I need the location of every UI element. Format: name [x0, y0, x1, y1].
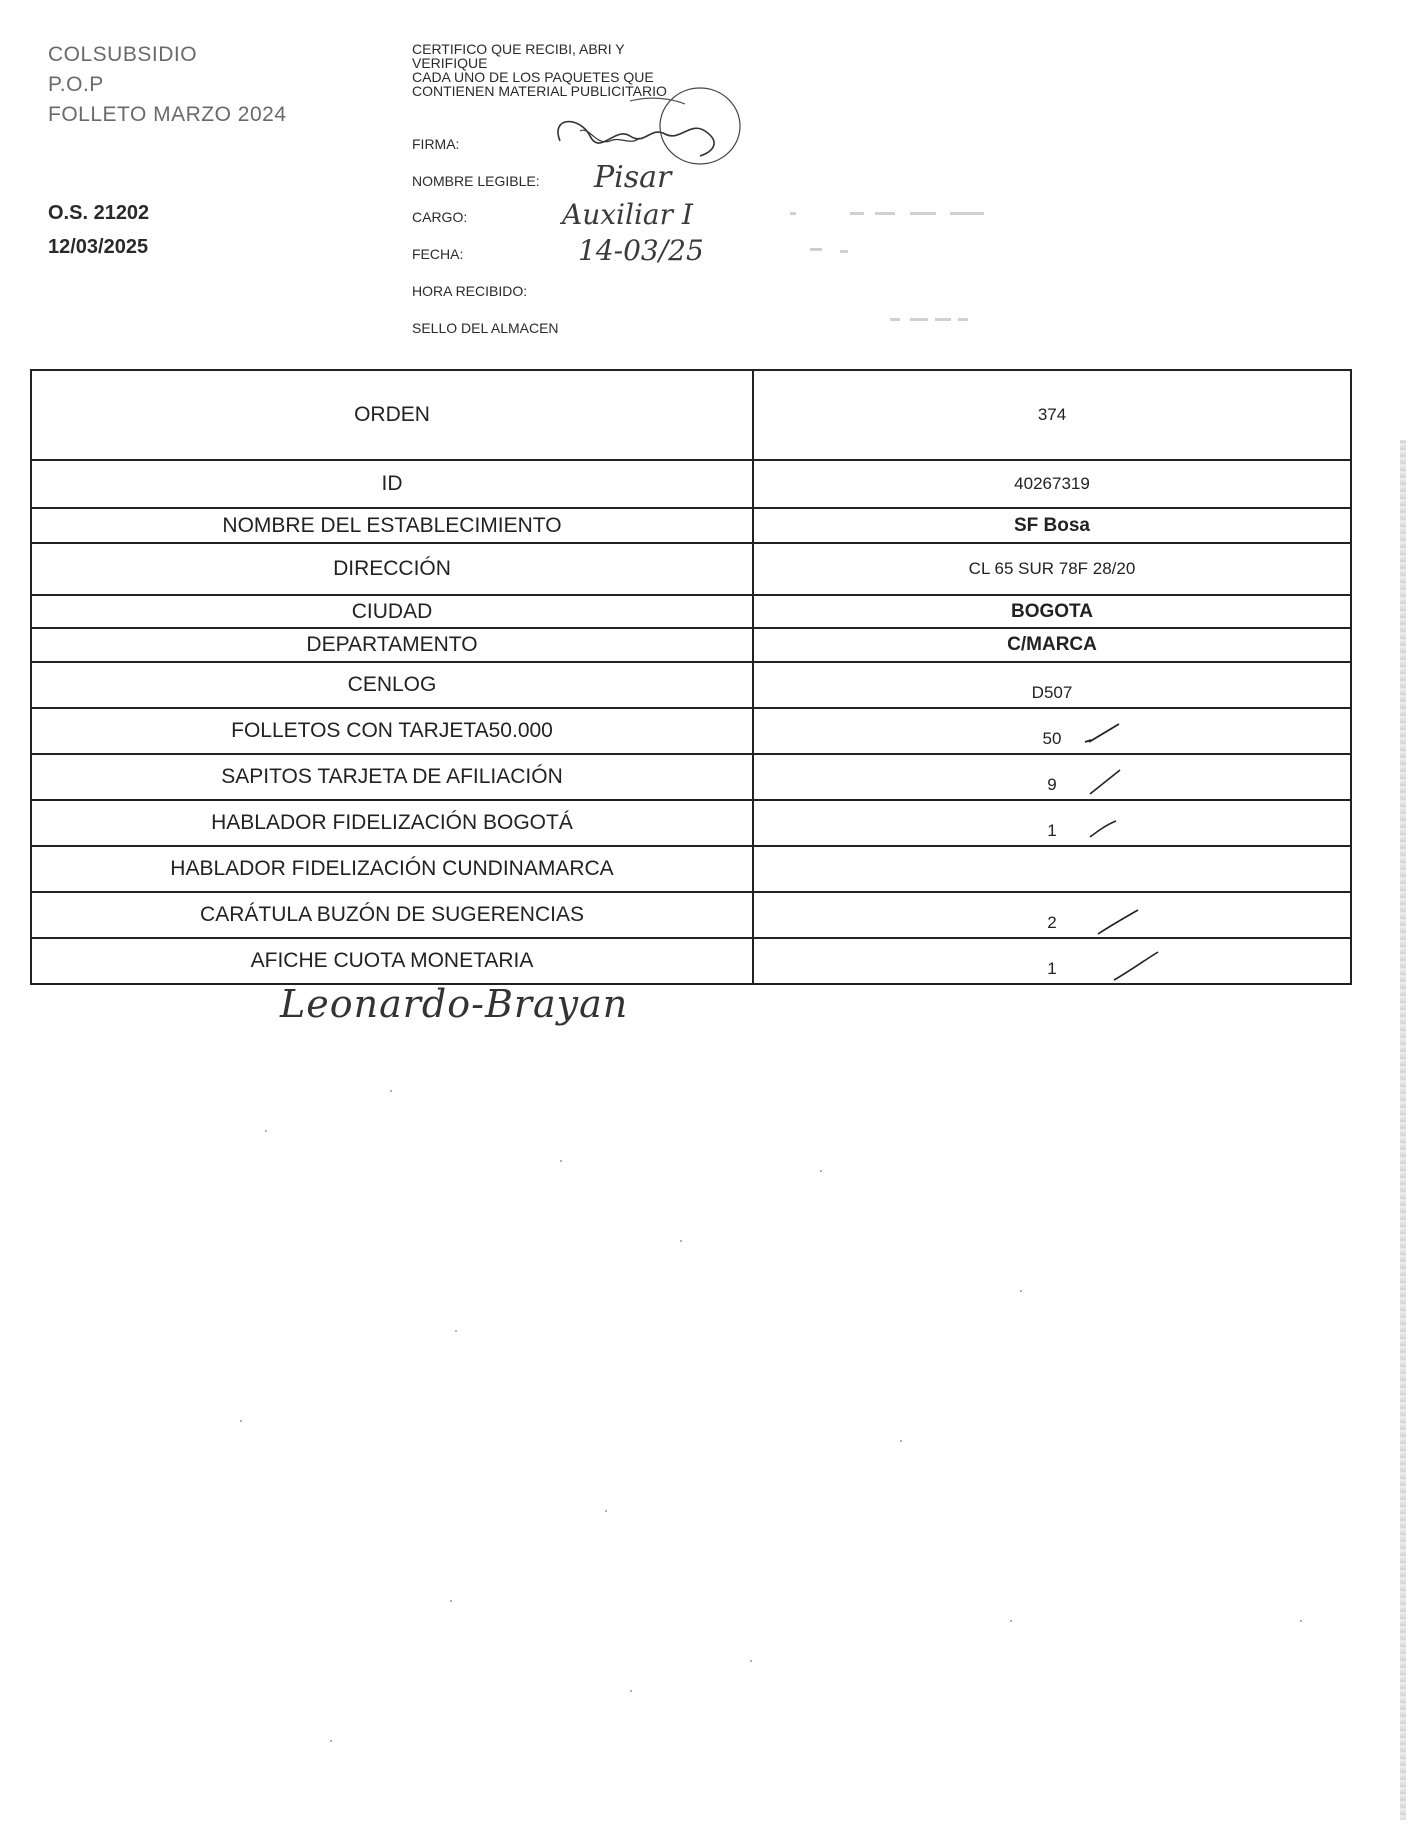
row-label: CIUDAD — [32, 596, 754, 627]
scan-speckle — [1300, 1620, 1302, 1622]
table-row — [30, 893, 1352, 939]
table-row — [30, 544, 1352, 596]
row-label: ORDEN — [32, 371, 754, 459]
fecha-label: FECHA: — [412, 246, 464, 262]
row-label: FOLLETOS CON TARJETA50.000 — [32, 709, 754, 753]
nombre-legible-label: NOMBRE LEGIBLE: — [412, 173, 540, 189]
row-label: CENLOG — [32, 663, 754, 707]
firma-label: FIRMA: — [412, 136, 460, 152]
row-label: DEPARTAMENTO — [32, 629, 754, 661]
table-row — [30, 461, 1352, 509]
check-mark-icon — [1086, 815, 1126, 839]
company-name: COLSUBSIDIO — [48, 43, 198, 66]
cargo-label: CARGO: — [412, 209, 468, 225]
check-mark-icon — [1086, 768, 1126, 796]
row-value — [754, 847, 1350, 891]
scan-speckle — [820, 1170, 822, 1172]
cert-line-2: VERIFIQUE — [412, 55, 488, 71]
hora-recibido-label: HORA RECIBIDO: — [412, 283, 528, 299]
row-label: HABLADOR FIDELIZACIÓN BOGOTÁ — [32, 801, 754, 845]
row-label: AFICHE CUOTA MONETARIA — [32, 939, 754, 983]
row-value: 2 — [1047, 913, 1057, 932]
scan-speckle — [265, 1130, 267, 1132]
table-row — [30, 663, 1352, 709]
check-mark-icon — [1110, 950, 1162, 984]
table-row — [30, 801, 1352, 847]
row-value: C/MARCA — [1007, 634, 1097, 655]
row-label: ID — [32, 461, 754, 507]
table-row — [30, 629, 1352, 663]
order-service-number: O.S. 21202 — [48, 202, 150, 224]
row-label: NOMBRE DEL ESTABLECIMIENTO — [32, 509, 754, 542]
row-value: 1 — [1047, 821, 1057, 840]
nombre-legible-value: Pisar — [594, 160, 672, 195]
cert-line-1: CERTIFICO QUE RECIBI, ABRI Y — [412, 41, 625, 57]
row-value: 50 — [1042, 729, 1062, 748]
cert-line-3: CADA UNO DE LOS PAQUETES QUE — [412, 69, 654, 85]
cert-line-4: CONTIENEN MATERIAL PUBLICITARIO — [412, 83, 667, 99]
scan-speckle — [605, 1510, 607, 1512]
scan-speckle — [900, 1440, 902, 1442]
header-company-block — [48, 40, 287, 130]
scan-speckle — [455, 1330, 457, 1332]
scan-speckle — [390, 1090, 392, 1092]
scan-speckle — [680, 1240, 682, 1242]
sello-almacen-label: SELLO DEL ALMACEN — [412, 320, 559, 336]
scan-speckle — [560, 1160, 562, 1162]
header-folleto: FOLLETO MARZO 2024 — [48, 103, 287, 126]
fecha-value: 14-03/25 — [578, 234, 704, 267]
scan-speckle — [1020, 1290, 1022, 1292]
cargo-value: Auxiliar I — [562, 198, 693, 231]
row-label: DIRECCIÓN — [32, 544, 754, 594]
scan-speckle — [240, 1420, 242, 1422]
order-service-date: 12/03/2025 — [48, 236, 149, 258]
header-pop: P.O.P — [48, 73, 104, 96]
row-label: HABLADOR FIDELIZACIÓN CUNDINAMARCA — [32, 847, 754, 891]
scan-edge-artifact — [1400, 440, 1406, 1820]
check-mark-icon — [1094, 908, 1142, 938]
stamp-bleed — [780, 200, 1140, 340]
row-value: CL 65 SUR 78F 28/20 — [968, 559, 1136, 578]
row-value: 374 — [1037, 405, 1067, 424]
handwritten-name: Leonardo-Brayan — [280, 982, 629, 1026]
table-row — [30, 509, 1352, 544]
scan-speckle — [750, 1660, 752, 1662]
order-service-block — [48, 196, 149, 264]
row-value: D507 — [1031, 683, 1073, 702]
row-label: CARÁTULA BUZÓN DE SUGERENCIAS — [32, 893, 754, 937]
table-row — [30, 755, 1352, 801]
table-row — [30, 847, 1352, 893]
table-row — [30, 369, 1352, 461]
scan-speckle — [630, 1690, 632, 1692]
table-row — [30, 709, 1352, 755]
table-row — [30, 596, 1352, 629]
row-value: BOGOTA — [1011, 600, 1093, 622]
row-value: 40267319 — [1014, 474, 1090, 493]
row-value: SF Bosa — [1013, 514, 1091, 536]
scan-speckle — [450, 1600, 452, 1602]
row-label: SAPITOS TARJETA DE AFILIACIÓN — [32, 755, 754, 799]
scan-speckle — [1010, 1620, 1012, 1622]
row-value: 9 — [1047, 775, 1057, 794]
scan-speckle — [330, 1740, 332, 1742]
row-value: 1 — [1047, 959, 1057, 978]
check-mark-icon — [1083, 722, 1123, 746]
delivery-table — [30, 369, 1352, 985]
